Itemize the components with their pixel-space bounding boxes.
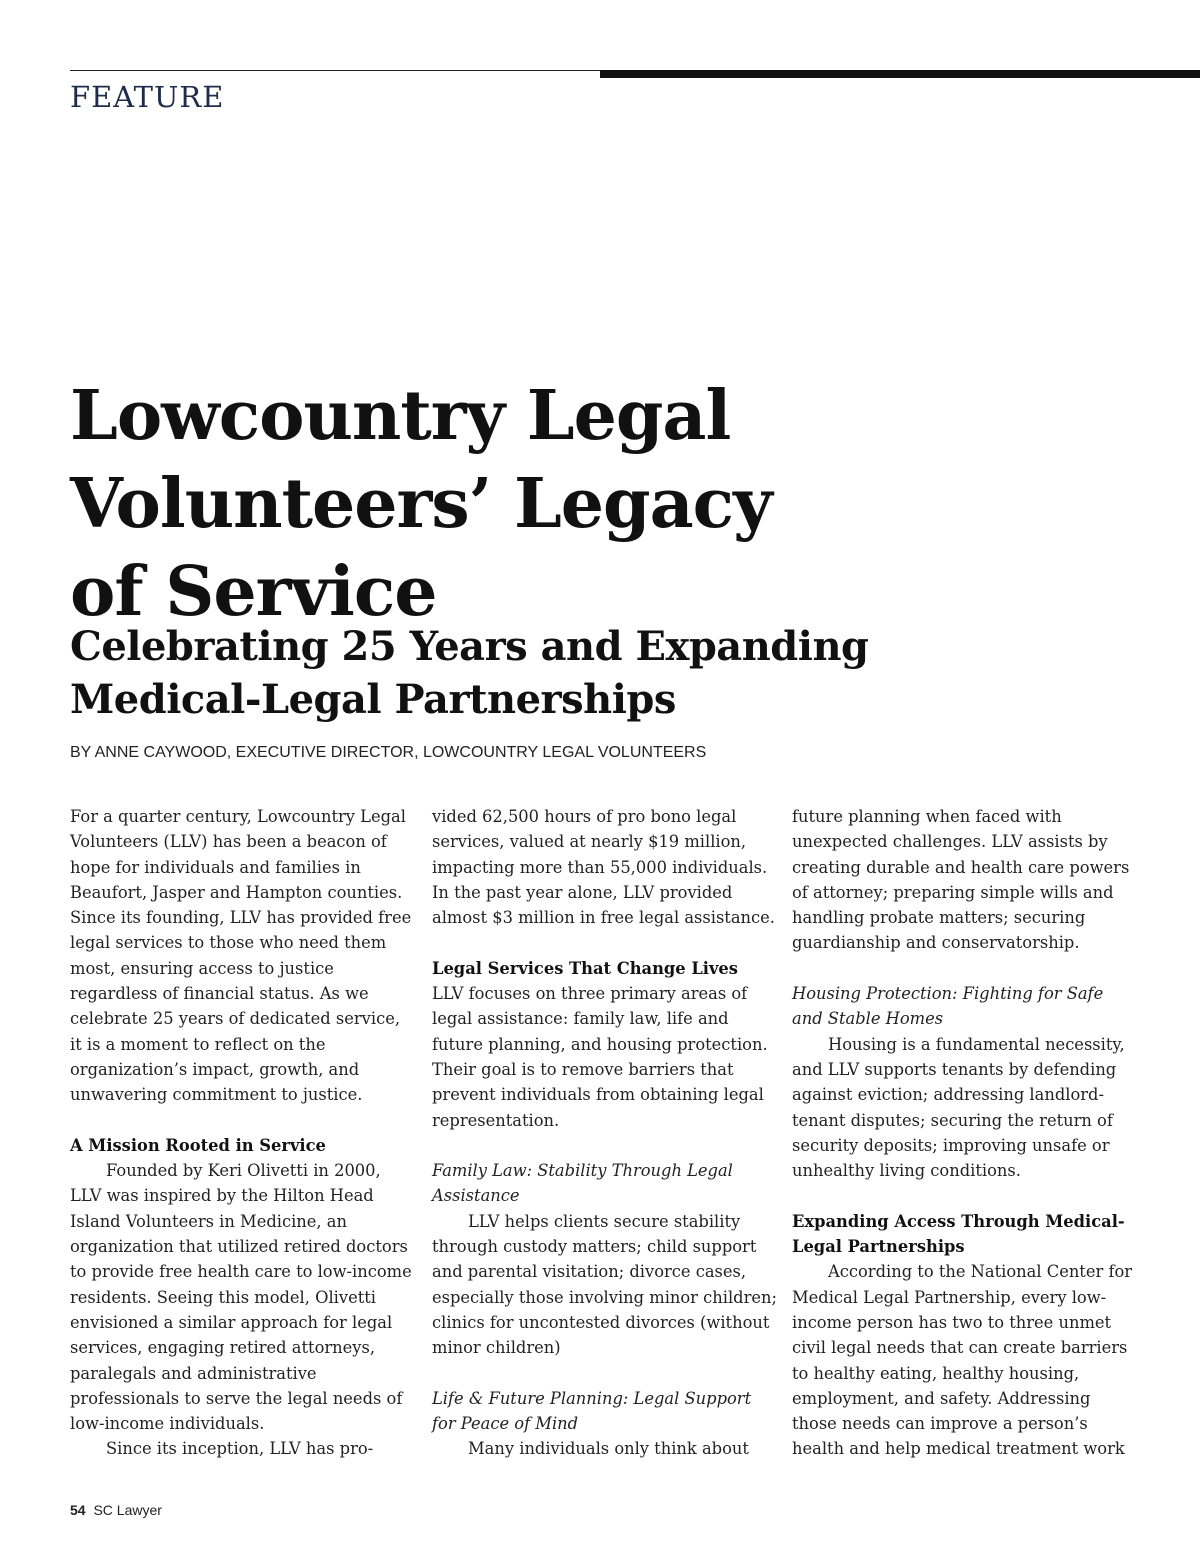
subsection-heading: Family Law: Stability Through Legal Assistance xyxy=(432,1161,733,1206)
header-rule-thick xyxy=(600,70,1200,78)
paragraph: vided 62,500 hours of pro bono legal services, valued at nearly $19 million, impacting more than 55,000 individuals. In the past year alone, LLV provided almost $3 million in free legal assistance. xyxy=(432,807,775,928)
article-title xyxy=(70,372,970,636)
section-heading: Expanding Access Through Medical-Legal Partnerships xyxy=(792,1211,1125,1257)
title-line: of Service xyxy=(70,552,437,632)
paragraph: Housing is a fundamental necessity, and LLV supports tenants by defending against eviction; addressing landlord-tenant disputes; securing the return of security deposits; improving unsafe or unhealthy living conditions. xyxy=(792,1034,1125,1181)
title-line: Volunteers’ Legacy xyxy=(70,464,772,544)
section-heading: Legal Services That Change Lives xyxy=(432,958,738,978)
section-label: FEATURE xyxy=(70,80,225,114)
text-column-1 xyxy=(70,804,415,1462)
article-subtitle xyxy=(70,620,1070,726)
paragraph: Many individuals only think about xyxy=(468,1439,749,1459)
publication-name: SC Lawyer xyxy=(93,1502,162,1518)
subtitle-line: Celebrating 25 Years and Expanding xyxy=(70,623,869,670)
subsection-heading: Housing Protection: Fighting for Safe and Stable Homes xyxy=(792,984,1104,1029)
paragraph: For a quarter century, Lowcountry Legal Volunteers (LLV) has been a beacon of hope for individuals and families in Beaufort, Jasper and Hampton counties. Since its founding, LLV has provided free legal services to those who need them most, ensuring access to justice regardless of financial status. As we celebrate 25 years of dedicated service, it is a moment to reflect on the organization’s impact, growth, and unwavering commitment to justice. xyxy=(70,807,412,1105)
subtitle-line: Medical-Legal Partnerships xyxy=(70,676,676,723)
subsection-heading: Life & Future Planning: Legal Support for Peace of Mind xyxy=(432,1388,752,1434)
title-line: Lowcountry Legal xyxy=(70,376,731,456)
paragraph: Since its inception, LLV has pro- xyxy=(106,1439,374,1459)
paragraph: LLV helps clients secure stability through custody matters; child support and parental visitation; divorce cases, especially those involving minor children; clinics for uncontested divorces (without minor children) xyxy=(432,1211,777,1358)
byline: BY ANNE CAYWOOD, EXECUTIVE DIRECTOR, LOWCOUNTRY LEGAL VOLUNTEERS xyxy=(70,744,707,761)
paragraph: Founded by Keri Olivetti in 2000, LLV was inspired by the Hilton Head Island Volunteers in Medicine, an organization that utilized retired doctors to provide free health care to low-income residents. Seeing this model, Olivetti envisioned a similar approach for legal services, engaging retired attorneys, paralegals and administrative professionals to serve the legal needs of low-income individuals. xyxy=(70,1161,412,1434)
text-column-3 xyxy=(792,804,1137,1462)
page-footer xyxy=(70,1502,162,1518)
paragraph: According to the National Center for Medical Legal Partnership, every low-income person has two to three unmet civil legal needs that can create barriers to healthy eating, healthy housing, employment, and safety. Addressing those needs can improve a person’s health and help medical treatment work xyxy=(792,1262,1133,1459)
section-heading: A Mission Rooted in Service xyxy=(70,1135,326,1155)
paragraph: future planning when faced with unexpected challenges. LLV assists by creating durable and health care powers of attorney; preparing simple wills and handling probate matters; securing guardianship and conservatorship. xyxy=(792,807,1130,953)
text-column-2 xyxy=(432,804,777,1462)
header-rule-thin xyxy=(70,70,600,71)
paragraph: LLV focuses on three primary areas of legal assistance: family law, life and future planning, and housing protection. Their goal is to remove barriers that prevent individuals from obtaining legal representation. xyxy=(432,984,768,1130)
page-number: 54 xyxy=(70,1502,86,1518)
